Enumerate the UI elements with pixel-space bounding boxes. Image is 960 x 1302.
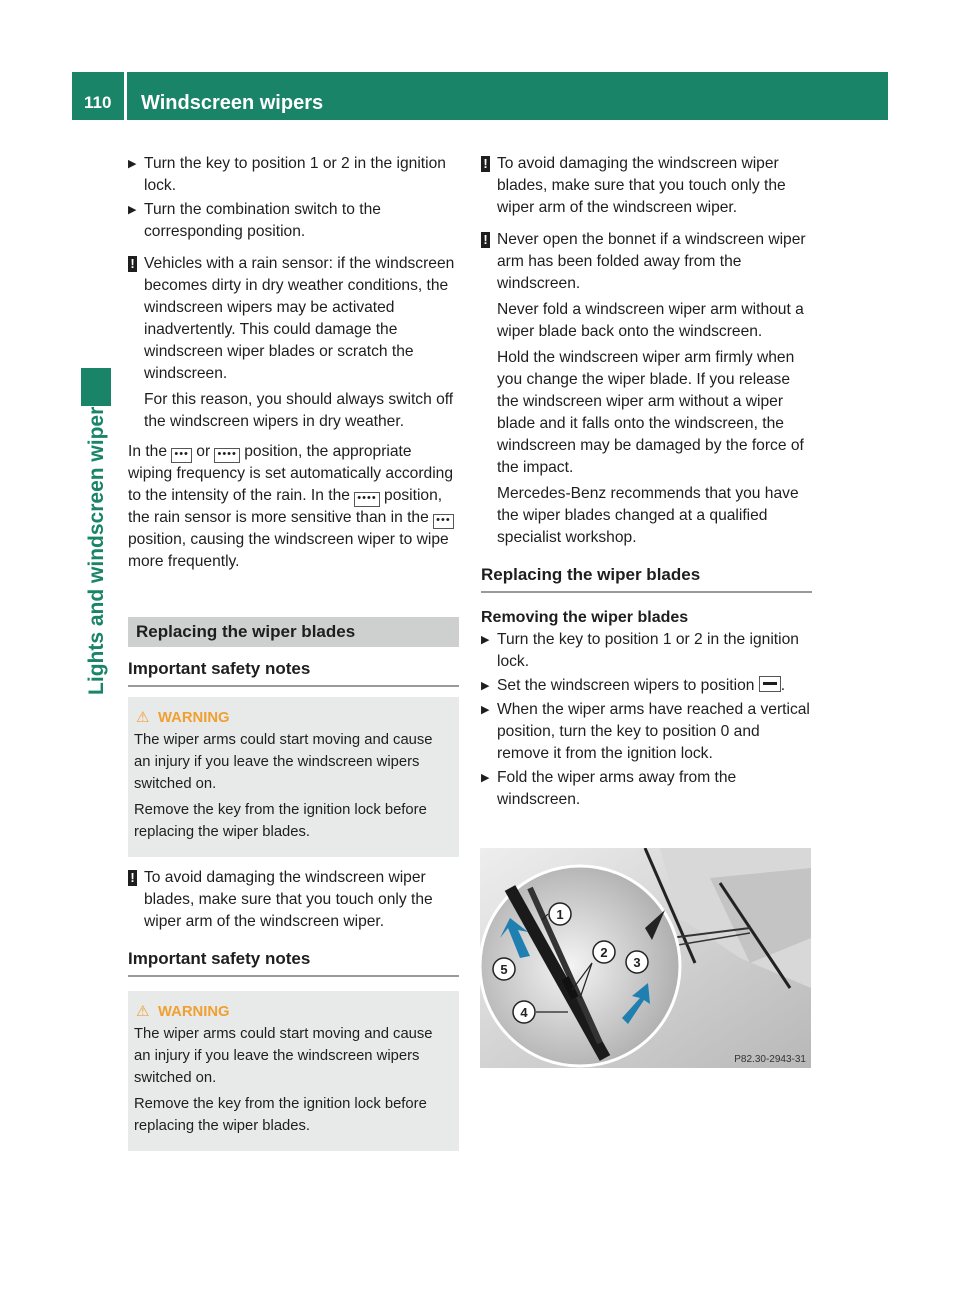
svg-text:4: 4 xyxy=(520,1005,528,1020)
svg-text:5: 5 xyxy=(500,962,508,977)
caution-note: ! To avoid damaging the windscreen wiper blades, make sure that you touch only the wiper arm of the windscreen wiper. xyxy=(128,867,459,933)
warning-triangle-icon: ⚠ xyxy=(136,1003,150,1020)
warning-label: WARNING xyxy=(158,710,230,726)
intermittent-wipe-sensitive-symbol: •••• xyxy=(214,448,239,463)
arrow-icon: ▶ xyxy=(481,704,490,716)
exclamation-icon: ! xyxy=(481,156,490,172)
caution-note: ! Vehicles with a rain sensor: if the windscreen becomes dirty in dry weather conditions, the windscreen wipers may be activated inadvertently. This could damage the windscreen wiper blades or scratch the windscreen. For this reason, you should always switch off the windscreen wipers in dry weather. xyxy=(128,253,459,433)
arrow-icon: ▶ xyxy=(481,634,490,646)
section-heading: Important safety notes xyxy=(128,947,459,977)
section-heading: Replacing the wiper blades xyxy=(481,563,812,593)
instruction-step: ▶ Turn the combination switch to the corresponding position. xyxy=(128,201,381,240)
arrow-icon: ▶ xyxy=(128,204,137,216)
svg-text:3: 3 xyxy=(633,955,641,970)
svg-text:2: 2 xyxy=(600,945,608,960)
figure-code: P82.30-2943-31 xyxy=(734,1054,806,1065)
svg-text:1: 1 xyxy=(556,907,564,922)
intermittent-wipe-symbol: ••• xyxy=(433,514,454,529)
subsection-heading: Removing the wiper blades xyxy=(481,609,689,626)
exclamation-icon: ! xyxy=(128,870,137,886)
intermittent-wipe-symbol: ••• xyxy=(171,448,192,463)
warning-box: ⚠ WARNING The wiper arms could start moving and cause an injury if you leave the windscreen wipers switched on. Remove the key from the ignition lock before replacing the wiper blades. xyxy=(128,991,459,1151)
exclamation-icon: ! xyxy=(128,256,137,272)
page-title: Windscreen wipers xyxy=(141,92,324,114)
arrow-icon: ▶ xyxy=(481,680,490,692)
wiper-blade-illustration xyxy=(480,848,811,1068)
instruction-step: ▶ Set the windscreen wipers to position . xyxy=(481,675,812,697)
page-number: 110 xyxy=(84,93,112,112)
warning-box: ⚠ WARNING The wiper arms could start moving and cause an injury if you leave the windscreen wipers switched on. Remove the key from the ignition lock before replacing the wiper blades. xyxy=(128,697,459,857)
warning-label: WARNING xyxy=(158,1004,230,1020)
left-column xyxy=(128,153,459,1151)
instruction-step: ▶ Fold the wiper arms away from the windscreen. xyxy=(481,769,737,808)
rain-sensor-paragraph: In the ••• or •••• position, the appropriate wiping frequency is set automatically according to the intensity of the rain. In the •••• position, the rain sensor is more sensitive than in the ••• position, causing the windscreen wiper to wipe more frequently. xyxy=(128,443,454,570)
callout-3 xyxy=(626,951,648,973)
instruction-step: ▶ Turn the key to position 1 or 2 in the ignition lock. xyxy=(128,155,446,194)
callout-5 xyxy=(493,958,515,980)
instruction-step: ▶ When the wiper arms have reached a vertical position, turn the key to position 0 and remove it from the ignition lock. xyxy=(481,701,810,762)
continuous-wipe-symbol xyxy=(759,676,781,692)
callout-1 xyxy=(549,903,571,925)
section-banner: Replacing the wiper blades xyxy=(128,617,459,647)
caution-note: ! To avoid damaging the windscreen wiper blades, make sure that you touch only the wiper arm of the windscreen wiper. xyxy=(481,153,812,219)
callout-4 xyxy=(513,1001,535,1023)
arrow-icon: ▶ xyxy=(128,158,137,170)
right-column xyxy=(481,153,812,813)
chapter-label: Lights and windscreen wipers xyxy=(85,395,108,695)
arrow-icon: ▶ xyxy=(481,772,490,784)
header-divider xyxy=(124,72,127,120)
caution-note: ! Never open the bonnet if a windscreen wiper arm has been folded away from the windscreen. Never fold a windscreen wiper arm without a wiper blade back onto the windscreen. Hold the windscreen wiper arm firmly when you change the wiper blade. If you release the windscreen wiper arm without a wiper blade and it falls onto the windscreen, the windscreen may be damaged by the force of the impact. Mercedes-Benz recommends that you have the wiper blades changed at a qualified specialist workshop. xyxy=(481,229,812,549)
exclamation-icon: ! xyxy=(481,232,490,248)
callout-2 xyxy=(593,941,615,963)
section-heading: Important safety notes xyxy=(128,657,459,687)
warning-triangle-icon: ⚠ xyxy=(136,709,150,726)
instruction-step: ▶ Turn the key to position 1 or 2 in the ignition lock. xyxy=(481,631,799,670)
intermittent-wipe-sensitive-symbol: •••• xyxy=(354,492,379,507)
